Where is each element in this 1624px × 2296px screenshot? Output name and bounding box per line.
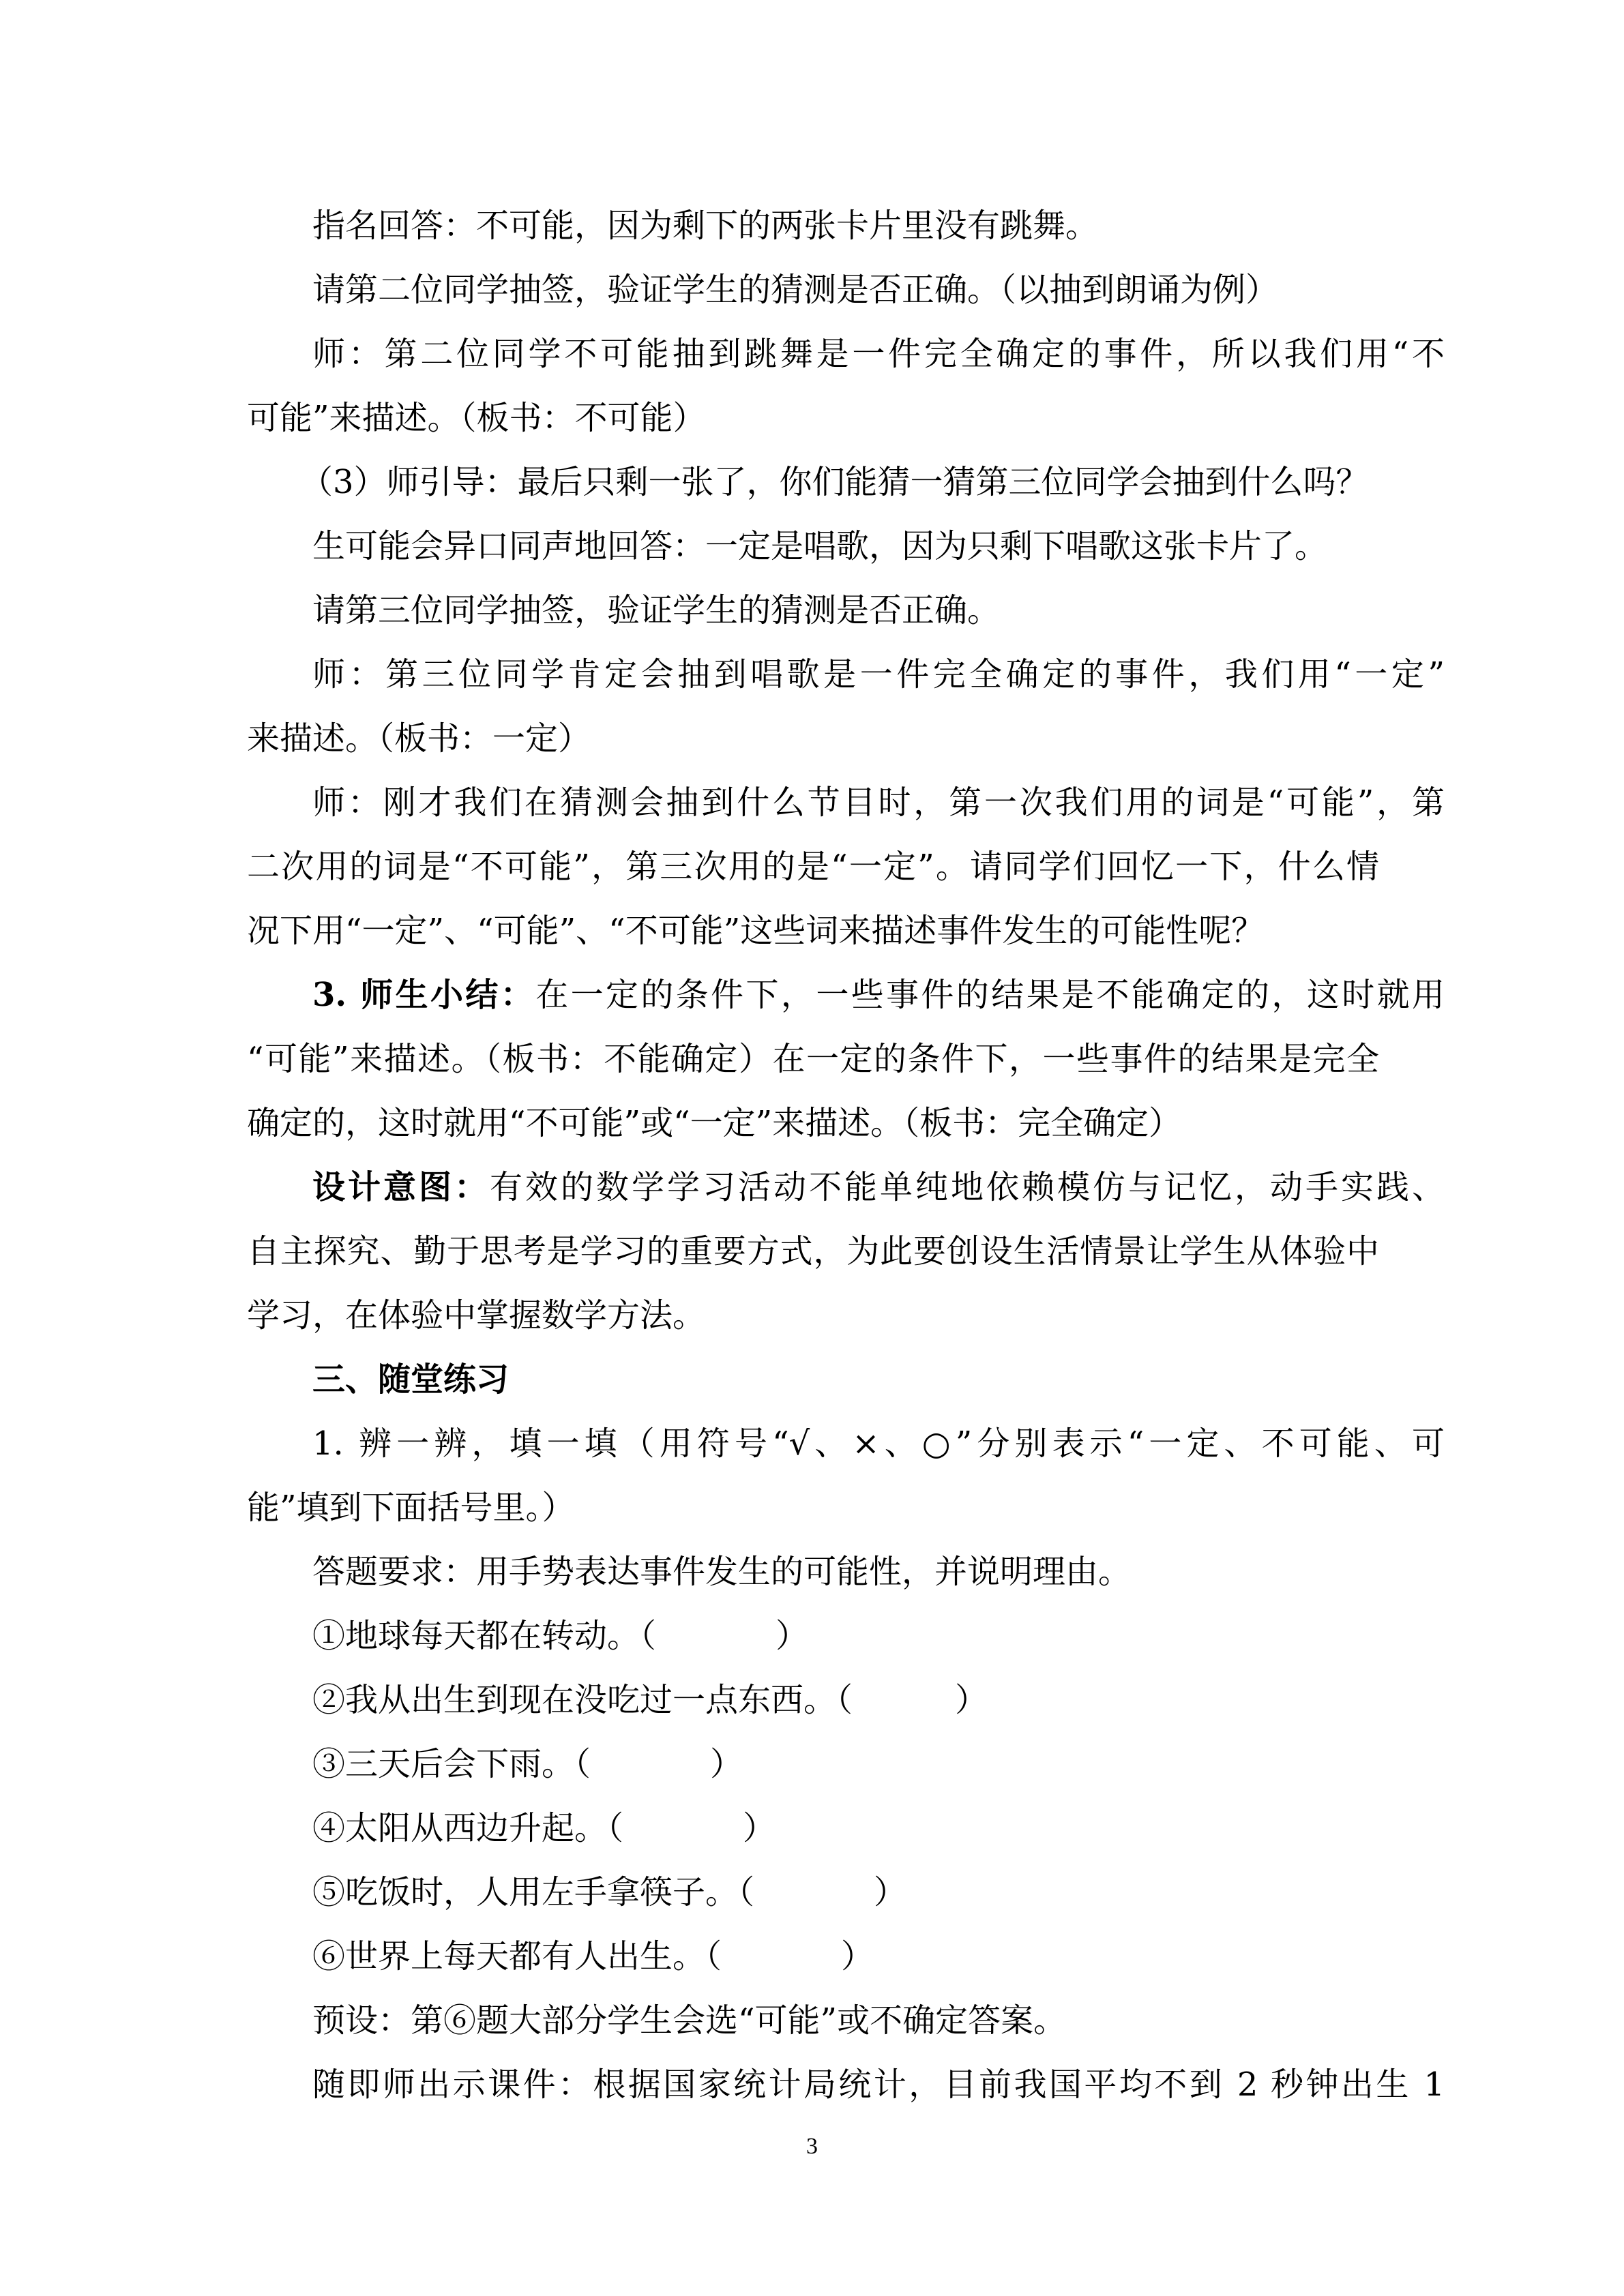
- paragraph-line: 请第二位同学抽签，验证学生的猜测是否正确。（以抽到朗诵为例）: [312, 271, 1279, 309]
- exercise-item: [312, 1936, 1445, 1977]
- exercise-item-text: ④太阳从西边升起。（: [312, 1809, 624, 1847]
- exercise-requirement: 答题要求：用手势表达事件发生的可能性，并说明理由。: [312, 1553, 1132, 1591]
- exercise-item: [312, 1872, 1445, 1913]
- exercise-item: [312, 1744, 1445, 1785]
- preset-line: 预设：第⑥题大部分学生会选“可能”或不确定答案。: [312, 2001, 1067, 2040]
- exercise-item: [312, 1680, 1445, 1720]
- exercise-intro: 1. 辨一辨，填一填（用符号“√、×、○”分别表示“一定、不可能、可: [312, 1425, 1445, 1463]
- design-text: 有效的数学学习活动不能单纯地依赖模仿与记忆，动手实践、: [490, 1168, 1445, 1206]
- followup-line: 随即师出示课件：根据国家统计局统计，目前我国平均不到 2 秒钟出生 1: [312, 2066, 1445, 2104]
- design-line: [312, 1167, 1445, 1208]
- summary-text: 在一定的条件下，一些事件的结果是不能确定的，这时就用: [535, 976, 1445, 1014]
- paragraph-line: 生可能会异口同声地回答：一定是唱歌，因为只剩下唱歌这张卡片了。: [312, 527, 1328, 565]
- exercise-item: [312, 1615, 1445, 1656]
- summary-line: “可能”来描述。（板书：不能确定）在一定的条件下，一些事件的结果是完全: [247, 1040, 1379, 1078]
- summary-heading: 3. 师生小结：: [312, 976, 536, 1014]
- paragraph-line: 二次用的词是“不可能”，第三次用的是“一定”。请同学们回忆一下，什么情: [247, 848, 1379, 886]
- close-paren: ）: [955, 1681, 988, 1719]
- summary-line: 确定的，这时就用“不可能”或“一定”来描述。（板书：完全确定）: [247, 1104, 1182, 1142]
- paragraph-line: 师：第二位同学不可能抽到跳舞是一件完全确定的事件，所以我们用“不: [312, 335, 1445, 373]
- close-paren: ）: [743, 1809, 776, 1847]
- exercise-item-text: ③三天后会下雨。（: [312, 1745, 591, 1783]
- close-paren: ）: [776, 1617, 809, 1655]
- design-line: 自主探究、勤于思考是学习的重要方式，为此要创设生活情景让学生从体验中: [247, 1232, 1379, 1270]
- exercise-item-text: ⑥世界上每天都有人出生。（: [312, 1937, 722, 1976]
- design-heading: 设计意图：: [312, 1168, 490, 1206]
- paragraph-line: 请第三位同学抽签，验证学生的猜测是否正确。: [312, 591, 1001, 629]
- design-line: 学习，在体验中掌握数学方法。: [247, 1296, 706, 1335]
- paragraph-line: 况下用“一定”、“可能”、“不可能”这些词来描述事件发生的可能性呢？: [247, 912, 1265, 950]
- page-number: 3: [806, 2134, 818, 2159]
- paragraph-line: （3）师引导：最后只剩一张了，你们能猜一猜第三位同学会抽到什么吗？: [300, 463, 1369, 501]
- paragraph-line: 指名回答：不可能，因为剩下的两张卡片里没有跳舞。: [312, 207, 1099, 245]
- summary-line: [312, 974, 1445, 1015]
- section-title: 三、随堂练习: [312, 1360, 510, 1399]
- close-paren: ）: [710, 1745, 743, 1783]
- paragraph-line: 师：刚才我们在猜测会抽到什么节目时，第一次我们用的词是“可能”，第: [312, 784, 1445, 822]
- exercise-item-text: ⑤吃饭时，人用左手拿筷子。（: [312, 1873, 755, 1911]
- exercise-intro: 能”填到下面括号里。）: [247, 1489, 575, 1527]
- exercise-item-text: ①地球每天都在转动。（: [312, 1617, 657, 1655]
- exercise-item: [312, 1808, 1445, 1849]
- paragraph-line: 可能”来描述。（板书：不可能）: [247, 399, 706, 437]
- paragraph-line: 师：第三位同学肯定会抽到唱歌是一件完全确定的事件，我们用“一定”: [312, 655, 1445, 694]
- paragraph-line: 来描述。（板书：一定）: [247, 719, 591, 758]
- close-paren: ）: [874, 1873, 907, 1911]
- close-paren: ）: [841, 1937, 874, 1976]
- exercise-item-text: ②我从出生到现在没吃过一点东西。（: [312, 1681, 853, 1719]
